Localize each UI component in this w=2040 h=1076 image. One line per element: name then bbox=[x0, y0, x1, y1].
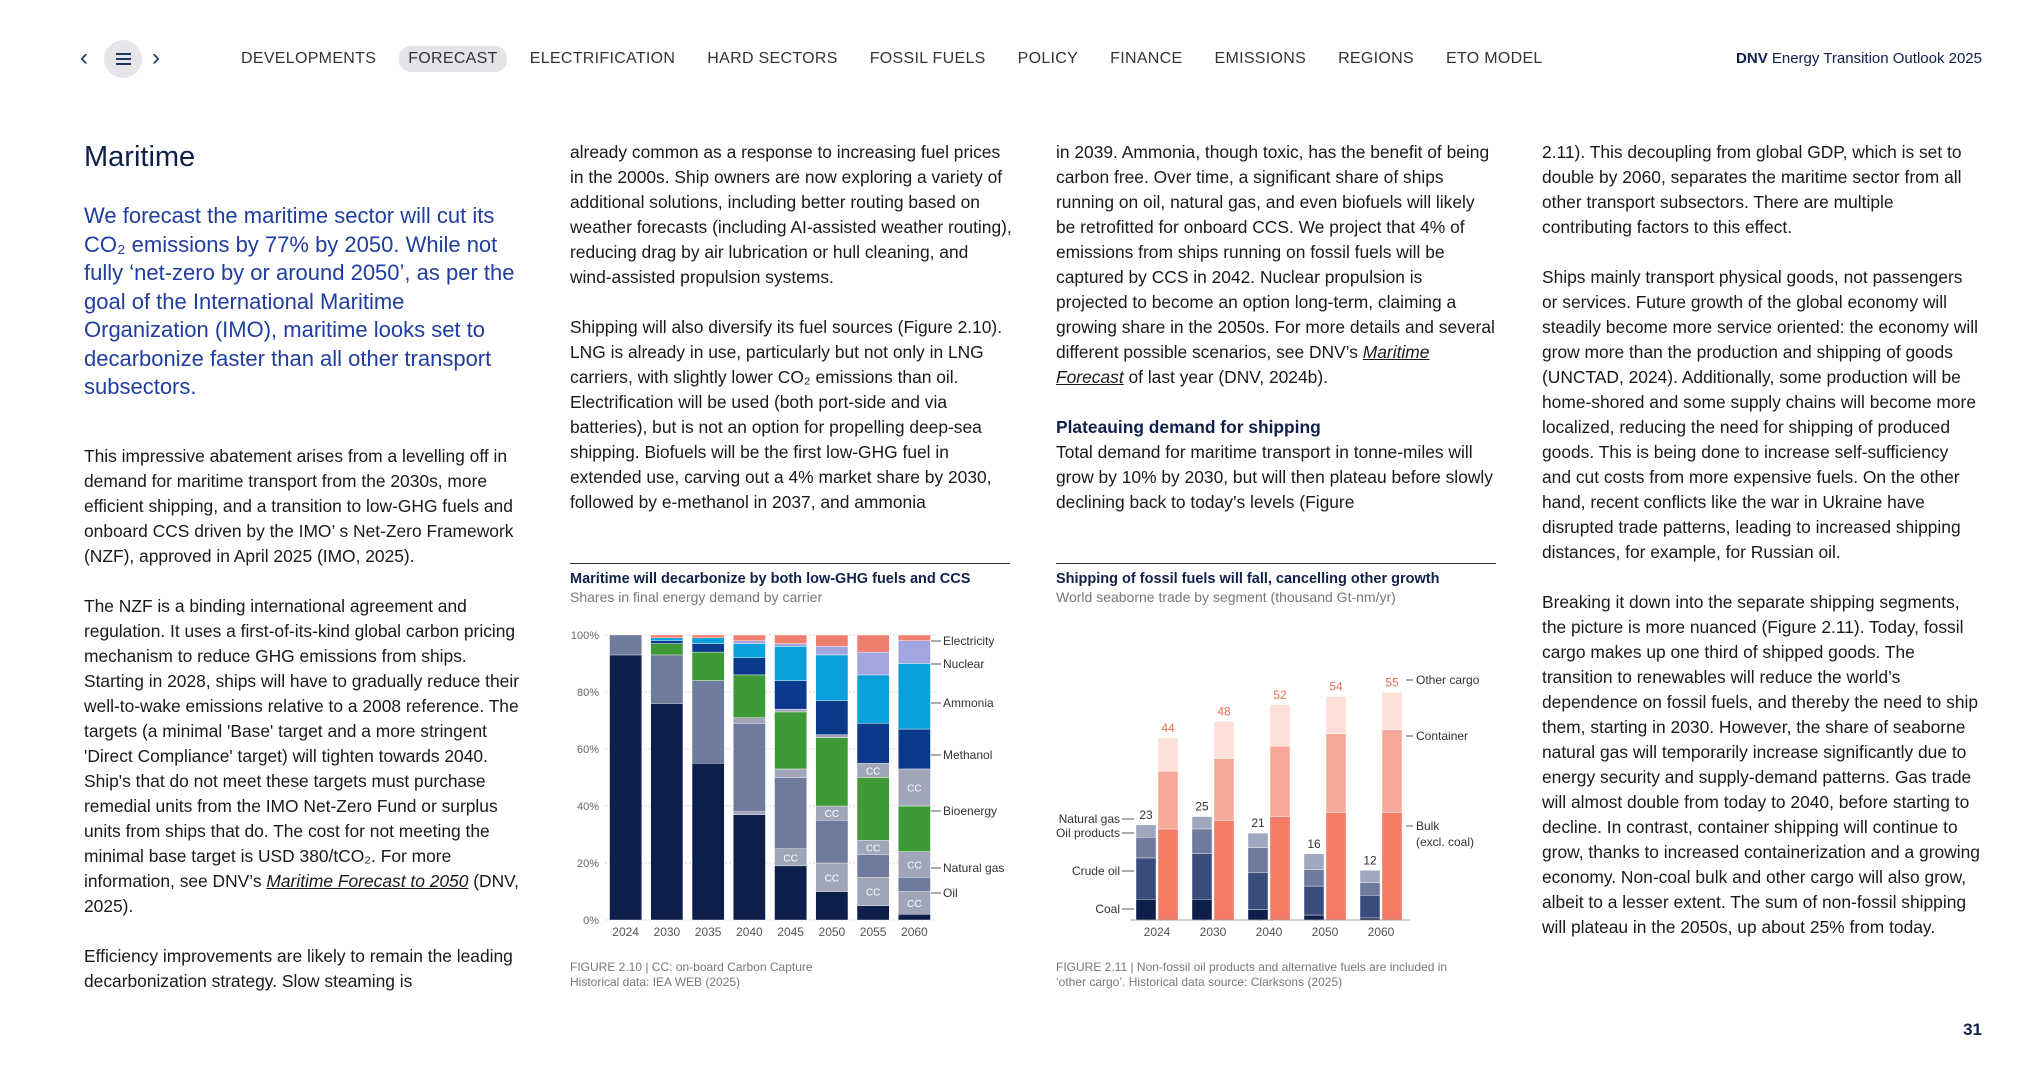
paragraph: 2.11). This decoupling from global GDP, which is set to double by 2060, separates the maritime sector from all other transport subsectors. There are multiple contributing factors to this effect. bbox=[1542, 142, 1962, 237]
bar-segment-natural-gas bbox=[1248, 833, 1268, 847]
y-tick-label: 60% bbox=[576, 744, 599, 756]
bar-segment-electricity bbox=[857, 635, 889, 652]
bar-segment-bioenergy bbox=[857, 778, 889, 841]
bar-segment-methanol bbox=[692, 644, 724, 653]
bar-segment-methanol bbox=[775, 681, 807, 710]
bar-segment-natural-gas bbox=[1136, 825, 1156, 837]
bar-segment-container bbox=[1382, 730, 1402, 813]
paragraph-tail: of last year (DNV, 2024b). bbox=[1123, 367, 1328, 387]
bar-segment-electricity bbox=[733, 635, 765, 641]
y-tick-label: 20% bbox=[576, 858, 599, 870]
x-tick-label: 2045 bbox=[777, 925, 804, 939]
cc-label: CC bbox=[865, 766, 881, 778]
x-tick-label: 2024 bbox=[612, 925, 639, 939]
bar-segment-crude-oil bbox=[1248, 872, 1268, 909]
cc-label: CC bbox=[783, 853, 798, 865]
right-label: (excl. coal) bbox=[1416, 835, 1475, 849]
bar-segment-other-cargo bbox=[1326, 697, 1346, 734]
brand-dnv: DNV bbox=[1736, 50, 1768, 67]
bar-segment-ammonia bbox=[733, 644, 765, 658]
caption-line: FIGURE 2.10 | CC: on-board Carbon Capture bbox=[570, 960, 813, 974]
x-tick-label: 2030 bbox=[1199, 925, 1227, 939]
figure-caption bbox=[570, 960, 813, 990]
bar-segment-ammonia bbox=[692, 638, 724, 644]
bar-segment-bioenergy-cc bbox=[816, 735, 848, 738]
x-tick-label: 2055 bbox=[859, 925, 887, 939]
bar-segment-nuclear bbox=[857, 652, 889, 675]
fuel-share-chart bbox=[560, 620, 1030, 950]
text-column-2 bbox=[570, 140, 1012, 540]
text-column-1 bbox=[84, 140, 524, 1019]
bar-segment-crude-oil bbox=[1360, 895, 1380, 918]
bar-segment-methanol bbox=[733, 658, 765, 675]
bar-segment-oil bbox=[733, 815, 765, 920]
bar-segment-oil-products bbox=[1248, 848, 1268, 873]
text-column-3 bbox=[1056, 140, 1498, 540]
bar-segment-bulk-excl-coal- bbox=[1270, 817, 1290, 920]
bar-segment-oil bbox=[898, 914, 930, 920]
paragraph: Total demand for maritime transport in tonne-miles will grow by 10% by 2030, but will then plateau before slowly declining back to today’s levels (Figure bbox=[1056, 442, 1493, 512]
figure-title: Shipping of fossil fuels will fall, cancelling other growth bbox=[1056, 571, 1440, 587]
nonfossil-total-label: 48 bbox=[1217, 704, 1231, 719]
x-tick-label: 2050 bbox=[818, 925, 846, 939]
tab-developments[interactable]: DEVELOPMENTS bbox=[241, 50, 377, 67]
bar-segment-methanol bbox=[651, 641, 683, 644]
bar-segment-natural-gas-cc bbox=[775, 769, 807, 778]
y-tick-label: 100% bbox=[570, 630, 599, 642]
figure-rule bbox=[1056, 563, 1496, 564]
legend-label-electricity: Electricity bbox=[943, 634, 995, 648]
cc-label: CC bbox=[824, 873, 840, 885]
figure-subtitle: World seaborne trade by segment (thousand Gt-nm/yr) bbox=[1056, 589, 1396, 605]
section-heading: Maritime bbox=[84, 141, 196, 173]
bar-segment-electricity bbox=[816, 635, 848, 646]
fossil-total-label: 21 bbox=[1251, 816, 1265, 831]
paragraph bbox=[84, 594, 524, 919]
cc-label: CC bbox=[865, 887, 881, 899]
bar-segment-oil-products bbox=[1360, 883, 1380, 895]
left-label: Oil products bbox=[1055, 826, 1120, 840]
maritime-forecast-2050-link[interactable]: Maritime Forecast to 2050 bbox=[266, 870, 469, 891]
nonfossil-total-label: 55 bbox=[1385, 675, 1399, 690]
bar-segment-ammonia bbox=[816, 655, 848, 701]
paragraph: Breaking it down into the separate shipping segments, the picture is more nuanced (Figure 2.11). Today, fossil cargo makes up one third of shipped goods. The transition to renewables will reduce the world’s dependence on fossil fuels, and thereby the need to ship them, starting in 2030. However, the share of seaborne natural gas will temporarily increase significantly due to energy security and supply-demand patterns. Gas trade will almost double from today to 2040, before starting to decline. In contrast, container shipping will continue to grow, thanks to increased containerization and a growing economy. Non-coal bulk and other cargo will also grow, albeit to a lesser extent. The sum of non-fossil shipping will plateau in the 2050s, up about 25% from today. bbox=[1542, 592, 1980, 937]
tab-regions[interactable]: REGIONS bbox=[1338, 50, 1414, 67]
legend-label-ammonia: Ammonia bbox=[943, 696, 994, 710]
bar-segment-other-cargo bbox=[1270, 705, 1290, 746]
bar-segment-coal bbox=[1248, 910, 1268, 920]
bar-segment-bulk-excl-coal- bbox=[1214, 821, 1234, 920]
text-column-4 bbox=[1542, 140, 1982, 965]
right-label: Bulk bbox=[1416, 819, 1440, 833]
bar-segment-bioenergy bbox=[651, 644, 683, 655]
legend-label-methanol: Methanol bbox=[943, 748, 993, 762]
bar-segment-oil bbox=[651, 703, 683, 920]
left-label: Crude oil bbox=[1071, 864, 1120, 878]
fossil-total-label: 12 bbox=[1363, 853, 1377, 868]
bar-segment-crude-oil bbox=[1192, 854, 1212, 900]
figure-rule bbox=[570, 563, 1010, 564]
publication-brand bbox=[1736, 50, 1982, 67]
y-tick-label: 0% bbox=[583, 915, 599, 927]
bar-segment-bioenergy bbox=[898, 806, 930, 852]
x-tick-label: 2040 bbox=[1255, 925, 1283, 939]
section-tabs bbox=[232, 46, 1566, 72]
bar-segment-nuclear bbox=[733, 641, 765, 644]
figure-2-11 bbox=[1056, 563, 1496, 606]
left-label: Natural gas bbox=[1058, 812, 1120, 826]
bar-segment-natural-gas bbox=[816, 820, 848, 863]
menu-icon-line bbox=[116, 63, 131, 65]
paragraph-text: in 2039. Ammonia, though toxic, has the benefit of being carbon free. Over time, a significant share of ships running on oil, natural gas, and even biofuels will likely be retrofitted for onboard CCS. We project that 4% of emissions from ships running on fossil fuels will be captured by CCS in 2042. Nuclear propulsion is projected to become an option long-term, claiming a growing share in the 2050s. For more details and several different possible scenarios, see DNV’s bbox=[1056, 142, 1495, 362]
bar-segment-coal bbox=[1304, 915, 1324, 920]
tab-emissions[interactable]: EMISSIONS bbox=[1214, 50, 1307, 67]
bar-segment-natural-gas bbox=[733, 723, 765, 811]
nonfossil-total-label: 54 bbox=[1329, 679, 1343, 694]
bar-segment-other-cargo bbox=[1158, 738, 1178, 771]
cc-label: CC bbox=[907, 783, 922, 795]
bar-segment-natural-gas bbox=[1192, 817, 1212, 829]
paragraph-text: The NZF is a binding international agreement and regulation. It uses a first-of-its-kind global carbon pricing mechanism to reduce GHG emissions from ships. Starting in 2028, ships will have to gradually reduce their well-to-wake emissions relative to a 2008 reference. The targets (a minimal 'Base' target and a more stringent 'Direct Compliance' target) will tighten towards 2040. Ship's that do not meet these targets must purchase remedial units from the IMO Net-Zero Fund or surplus units from ships that do. The cost for not meeting the minimal base target is USD 380/tCO₂. For more information, see DNV’s bbox=[84, 595, 520, 891]
x-tick-label: 2050 bbox=[1311, 925, 1339, 939]
menu-button[interactable] bbox=[104, 40, 142, 78]
left-label: Coal bbox=[1095, 902, 1120, 916]
nonfossil-total-label: 44 bbox=[1161, 720, 1175, 735]
legend-label-natural-gas: Natural gas bbox=[943, 861, 1005, 875]
bar-segment-ammonia bbox=[651, 638, 683, 641]
fossil-total-label: 16 bbox=[1307, 836, 1321, 851]
next-page-arrow-icon[interactable]: › bbox=[152, 44, 160, 71]
fossil-total-label: 23 bbox=[1139, 807, 1153, 822]
bar-segment-methanol bbox=[857, 723, 889, 763]
bar-segment-other-cargo bbox=[1382, 692, 1402, 729]
figure-2-10 bbox=[570, 563, 1010, 606]
cc-label: CC bbox=[907, 898, 922, 910]
caption-line: ‘other cargo’. Historical data source: Clarksons (2025) bbox=[1056, 975, 1343, 989]
nonfossil-total-label: 52 bbox=[1273, 687, 1287, 702]
cc-label: CC bbox=[907, 860, 922, 872]
x-tick-label: 2035 bbox=[694, 925, 722, 939]
tab-forecast[interactable]: FORECAST bbox=[399, 46, 507, 72]
y-tick-label: 80% bbox=[576, 687, 599, 699]
bar-segment-crude-oil bbox=[1136, 858, 1156, 899]
paragraph-tail: (DNV, 2025). bbox=[84, 870, 519, 916]
bar-segment-ammonia bbox=[898, 664, 930, 730]
bar-segment-natural-gas-cc bbox=[733, 718, 765, 724]
lead-paragraph: We forecast the maritime sector will cut its CO₂ emissions by 77% by 2050. While not fully ‘net-zero by or around 2050’, as per the goal of the International Maritime Organization (IMO), maritime looks set to decarbonize faster than all other transport subsectors. bbox=[84, 203, 515, 399]
x-tick-label: 2060 bbox=[1367, 925, 1395, 939]
caption-line: Historical data: IEA WEB (2025) bbox=[570, 975, 741, 989]
bar-segment-electricity bbox=[651, 635, 683, 638]
bar-segment-nuclear bbox=[775, 644, 807, 647]
right-label: Container bbox=[1416, 729, 1469, 743]
top-navigation bbox=[0, 40, 2040, 76]
bar-segment-natural-gas bbox=[898, 877, 930, 891]
bar-segment-container bbox=[1158, 771, 1178, 829]
bar-segment-coal bbox=[1136, 899, 1156, 920]
tab-electrification[interactable]: ELECTRIFICATION bbox=[529, 50, 676, 67]
paragraph: Shipping will also diversify its fuel sources (Figure 2.10). LNG is already in use, particularly but not only in LNG carriers, with slightly lower CO₂ emissions than oil. Electrification will be used (both port-side and via batteries), but is not an option for propelling deep-sea shipping. Biofuels will be the first low-GHG fuel in extended use, carving out a 4% market share by 2030, followed by e-methanol in 2037, and ammonia bbox=[570, 317, 1003, 512]
paragraph bbox=[1056, 140, 1498, 390]
tab-finance[interactable]: FINANCE bbox=[1110, 50, 1183, 67]
brand-title: Energy Transition Outlook 2025 bbox=[1767, 50, 1982, 67]
bar-segment-bioenergy bbox=[692, 652, 724, 681]
bar-segment-oil-products bbox=[1192, 829, 1212, 854]
bar-segment-bioenergy-cc bbox=[775, 709, 807, 712]
bar-segment-crude-oil bbox=[1304, 886, 1324, 915]
bar-segment-natural-gas bbox=[610, 635, 642, 655]
bar-segment-oil bbox=[857, 906, 889, 920]
x-tick-label: 2030 bbox=[653, 925, 681, 939]
caption-line: FIGURE 2.11 | Non-fossil oil products and alternative fuels are included in bbox=[1056, 960, 1448, 974]
subheading: Plateauing demand for shipping bbox=[1056, 417, 1321, 437]
paragraph: Efficiency improvements are likely to remain the leading decarbonization strategy. Slow steaming is bbox=[84, 945, 513, 991]
bar-segment-bulk-excl-coal- bbox=[1382, 812, 1402, 920]
x-tick-label: 2060 bbox=[901, 925, 928, 939]
figure-caption bbox=[1056, 960, 1447, 990]
menu-icon-line bbox=[116, 53, 131, 55]
bar-segment-bioenergy bbox=[816, 738, 848, 806]
bar-segment-bulk-excl-coal- bbox=[1326, 812, 1346, 920]
figure-title: Maritime will decarbonize by both low-GHG fuels and CCS bbox=[570, 571, 971, 587]
y-tick-label: 40% bbox=[576, 801, 599, 813]
right-label: Other cargo bbox=[1416, 673, 1480, 687]
paragraph: This impressive abatement arises from a levelling off in demand for maritime transport from the 2030s, more efficient shipping, and a transition to low-GHG fuels and onboard CCS driven by the IMO’ s Net-Zero Framework (NZF), approved in April 2025 (IMO, 2025). bbox=[84, 445, 514, 566]
tab-hard-sectors[interactable]: HARD SECTORS bbox=[707, 50, 838, 67]
x-tick-label: 2024 bbox=[1143, 925, 1171, 939]
bar-segment-bioenergy bbox=[733, 675, 765, 718]
page-number: 31 bbox=[1963, 1020, 1982, 1039]
paragraph: Ships mainly transport physical goods, not passengers or services. Future growth of the global economy will steadily become more service oriented: the economy will grow more than the production and shipping of goods (UNCTAD, 2024). Additionally, some production will be home-shored and some supply chains will become more localized, reducing the need for shipping of produced goods. This is being done to increase self-sufficiency and cut costs from more expensive fuels. On the other hand, recent conflicts like the war in Ukraine have disrupted trade patterns, leading to increased shipping distances, for example, for Russian oil. bbox=[1542, 267, 1978, 562]
bar-segment-container bbox=[1214, 759, 1234, 821]
bar-segment-oil-cc bbox=[733, 812, 765, 815]
bar-segment-electricity bbox=[692, 635, 724, 638]
bar-segment-nuclear bbox=[816, 646, 848, 655]
bar-segment-natural-gas bbox=[857, 854, 889, 877]
bar-segment-bioenergy bbox=[775, 712, 807, 769]
bar-segment-container bbox=[1326, 734, 1346, 813]
legend-label-oil: Oil bbox=[943, 886, 958, 900]
bar-segment-natural-gas bbox=[1360, 870, 1380, 882]
bar-segment-methanol bbox=[816, 701, 848, 735]
bar-segment-electricity bbox=[898, 635, 930, 641]
paragraph: already common as a response to increasing fuel prices in the 2000s. Ship owners are now exploring a variety of additional solutions, including better routing based on weather forecasts (including AI-assisted weather routing), reducing drag by air lubrication or hull cleaning, and wind-assisted propulsion systems. bbox=[570, 142, 1012, 287]
bar-segment-ammonia bbox=[857, 675, 889, 723]
bar-segment-natural-gas bbox=[775, 778, 807, 849]
bar-segment-oil bbox=[692, 763, 724, 920]
bar-segment-bulk-excl-coal- bbox=[1158, 829, 1178, 920]
tab-eto-model[interactable]: ETO MODEL bbox=[1445, 50, 1543, 67]
bar-segment-methanol bbox=[898, 729, 930, 769]
bar-segment-coal bbox=[1192, 899, 1212, 920]
bar-segment-ammonia bbox=[775, 646, 807, 680]
bar-segment-natural-gas bbox=[651, 655, 683, 703]
tab-fossil-fuels[interactable]: FOSSIL FUELS bbox=[869, 50, 986, 67]
tab-policy[interactable]: POLICY bbox=[1017, 50, 1079, 67]
bar-segment-nuclear bbox=[898, 641, 930, 664]
x-tick-label: 2040 bbox=[736, 925, 763, 939]
fossil-total-label: 25 bbox=[1195, 799, 1209, 814]
bar-segment-container bbox=[1270, 746, 1290, 816]
maritime-forecast-link[interactable]: Maritime Forecast bbox=[1056, 342, 1430, 387]
bar-segment-oil-products bbox=[1136, 837, 1156, 858]
cc-label: CC bbox=[824, 809, 840, 821]
bar-segment-oil bbox=[816, 892, 848, 921]
bar-segment-oil-products bbox=[1304, 870, 1324, 887]
bar-segment-natural-gas bbox=[1304, 854, 1324, 870]
bar-segment-oil bbox=[775, 866, 807, 920]
bar-segment-oil bbox=[610, 655, 642, 920]
bar-segment-other-cargo bbox=[1214, 721, 1234, 758]
bar-segment-natural-gas bbox=[692, 681, 724, 764]
previous-page-arrow-icon[interactable]: ‹ bbox=[80, 44, 88, 71]
figure-subtitle: Shares in final energy demand by carrier bbox=[570, 589, 823, 605]
legend-label-nuclear: Nuclear bbox=[943, 657, 985, 671]
legend-label-bioenergy: Bioenergy bbox=[943, 804, 998, 818]
menu-icon-line bbox=[116, 58, 131, 60]
cc-label: CC bbox=[865, 843, 881, 855]
bar-segment-electricity bbox=[775, 635, 807, 644]
seaborne-trade-chart bbox=[1046, 620, 1516, 950]
